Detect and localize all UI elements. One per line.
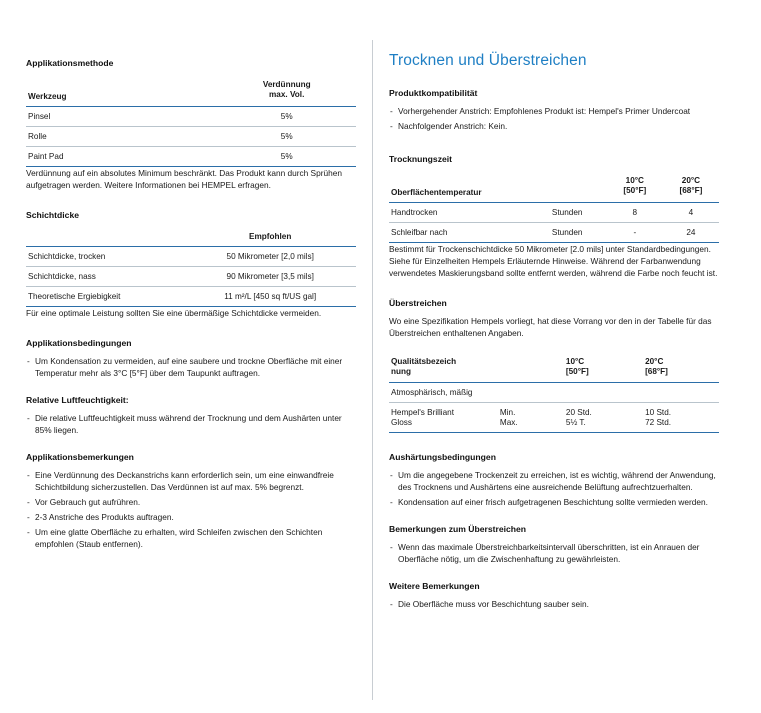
cell-unit: Stunden [528, 202, 607, 222]
application-conditions-list [26, 355, 356, 379]
cell-value: 11 m²/L [450 sq ft/US gal] [184, 286, 356, 306]
col-header-thinning-line1: Verdünnung [262, 80, 311, 89]
list-item: - Die Oberfläche muss vor Beschichtung sauber sein. [389, 598, 719, 610]
page-title: Trocknen und Überstreichen [389, 52, 587, 69]
list-item: - Kondensation auf einer frisch aufgetragenen Beschichtung sollte vermieden werden. [389, 496, 719, 508]
curing-conditions-title: Aushärtungsbedingungen [389, 452, 496, 463]
cell-20c: 10 Std. [645, 408, 672, 418]
further-remarks-title: Weitere Bemerkungen [389, 581, 480, 592]
col-header-10c-bot: [50°F] [565, 366, 589, 376]
cell-minmax: Min. [499, 408, 516, 418]
list-item: - Wenn das maximale Überstreichbarkeitsintervall überschritten, ist ein Anrauen der Oberfläche nötig, um die Zwischenhaftung zu gewährleisten. [389, 541, 719, 565]
cell-label: Gloss [389, 417, 498, 433]
table-header-row [26, 75, 356, 106]
curing-conditions-list [389, 469, 719, 508]
cell-label: Schleifbar nach [389, 222, 528, 242]
film-thickness-note: Für eine optimale Leistung sollten Sie eine übermäßige Schichtdicke vermeiden. [26, 307, 322, 318]
table-row [26, 106, 356, 126]
film-thickness-title: Schichtdicke [26, 209, 80, 220]
cell-value: 50 Mikrometer [2,0 mils] [184, 246, 356, 266]
table-header-row [389, 171, 719, 202]
cell-20c: 24 [663, 222, 719, 242]
cell-label: Schichtdicke, trocken [26, 246, 184, 266]
col-header-20c-top: 20°C [681, 176, 701, 186]
application-remarks-list [26, 469, 356, 550]
application-method-note: Verdünnung auf ein absolutes Minimum beschränkt. Das Produkt kann durch Sprühen aufgetragen werden. Weitere Informationen bei HEMPEL erfragen. [26, 167, 342, 190]
table-row [389, 417, 719, 433]
col-header-20c [663, 171, 719, 202]
cell-10c: 8 [607, 202, 663, 222]
humidity-list [26, 412, 356, 436]
col-header-10c-top: 10°C [625, 176, 644, 186]
further-remarks-list [389, 598, 719, 610]
col-header-quality-top: Qualitätsbezeich [391, 356, 457, 366]
col-header-thinning-line2: max. Vol. [269, 90, 305, 100]
table-row [26, 246, 356, 266]
band-label: Atmosphärisch, mäßig [389, 383, 719, 403]
overcoating-table [389, 352, 719, 434]
col-header-10c-top: 10°C [565, 356, 585, 366]
overcoating-note: Wo eine Spezifikation Hempels vorliegt, hat diese Vorrang vor den in der Tabelle für das Überstreichen enthaltenen Angaben. [389, 315, 712, 338]
overcoating-remarks-list [389, 541, 719, 565]
cell-10c: 5½ T. [564, 417, 643, 433]
col-header-unit [528, 171, 607, 202]
col-header-20c-bot: [68°F] [679, 186, 703, 196]
cell-tool: Pinsel [26, 106, 217, 126]
col-header-quality [389, 352, 498, 383]
drying-time-note: Bestimmt für Trockenschichtdicke 50 Mikrometer [2.0 mils] unter Standardbedingungen. Siehe für Einzelheiten Hempels Erläuternde Hinweise. Während der Farbanwendung verwendetes Maskierungsband sollte entfernt werden, während die Farbe noch feucht ist. [389, 243, 718, 278]
list-item: - Vor Gebrauch gut aufrühren. [26, 496, 356, 508]
table-row [26, 126, 356, 146]
col-header-empty [26, 227, 184, 247]
cell-tool: Rolle [26, 126, 217, 146]
cell-minmax: Max. [498, 417, 564, 433]
column-divider [372, 40, 373, 700]
cell-value: 90 Mikrometer [3,5 mils] [184, 266, 356, 286]
col-header-20c-top: 20°C [645, 356, 664, 366]
application-conditions-title: Applikationsbedingungen [26, 337, 132, 348]
col-header-thinning [217, 75, 356, 106]
right-column [389, 52, 719, 613]
application-remarks-title: Applikationsbemerkungen [26, 451, 134, 462]
table-band-row [389, 383, 719, 403]
list-item: - Um eine glatte Oberfläche zu erhalten, wird Schleifen zwischen den Schichten empfohlen (Staub entfernen). [26, 526, 356, 550]
col-header-recommended: Empfohlen [184, 227, 356, 247]
cell-unit: Stunden [528, 222, 607, 242]
col-header-quality-bot: nung [391, 366, 412, 376]
cell-label: Schichtdicke, nass [26, 266, 184, 286]
table-row [26, 146, 356, 166]
product-compatibility-title: Produktkompatibilität [389, 88, 478, 98]
list-item: - Eine Verdünnung des Deckanstrichs kann erforderlich sein, um eine einwandfreie Schichtbildung sicherzustellen. Das Verdünnen ist auf max. 5% begrenzt. [26, 469, 356, 493]
cell-10c: 20 Std. [565, 408, 592, 418]
table-row [26, 286, 356, 306]
cell-20c: 4 [663, 202, 719, 222]
col-header-10c [564, 352, 643, 383]
cell-tool: Paint Pad [26, 146, 217, 166]
list-item: - Die relative Luftfeuchtigkeit muss während der Trocknung und dem Aushärten unter 85% liegen. [26, 412, 356, 436]
table-header-row [26, 227, 356, 247]
col-header-10c [607, 171, 663, 202]
film-thickness-table [26, 227, 356, 307]
left-column [26, 58, 356, 553]
table-header-row [389, 352, 719, 383]
drying-time-table [389, 171, 719, 243]
cell-value: 5% [217, 106, 356, 126]
cell-value: 5% [217, 126, 356, 146]
cell-label: Theoretische Ergiebigkeit [26, 286, 184, 306]
table-row [389, 222, 719, 242]
table-row [389, 202, 719, 222]
cell-20c: 72 Std. [643, 417, 719, 433]
list-item: - Um die angegebene Trockenzeit zu erreichen, ist es wichtig, während der Anwendung, des Trocknens und Aushärtens eine ausreichende Belüftung aufrechtzuerhalten. [389, 469, 719, 493]
cell-10c: - [607, 222, 663, 242]
list-item: - Um Kondensation zu vermeiden, auf eine saubere und trockne Oberfläche mit einer Temperatur mehr als 3°C [5°F] über dem Taupunkt auftragen. [26, 355, 356, 379]
overcoating-title: Überstreichen [389, 297, 447, 308]
list-item: - Vorhergehender Anstrich: Empfohlenes Produkt ist: Hempel's Primer Undercoat [389, 105, 719, 117]
cell-value: 5% [217, 146, 356, 166]
product-compatibility-list [389, 105, 719, 132]
cell-label: Hempel's Brilliant [391, 408, 454, 418]
col-header-tool: Werkzeug [26, 75, 217, 106]
drying-time-title: Trocknungszeit [389, 154, 453, 165]
table-row [389, 403, 719, 418]
col-header-minmax [498, 352, 564, 383]
overcoating-remarks-title: Bemerkungen zum Überstreichen [389, 524, 527, 535]
cell-label: Handtrocken [389, 202, 528, 222]
humidity-title: Relative Luftfeuchtigkeit: [26, 394, 129, 405]
col-header-surface-temp: Oberflächentemperatur [389, 171, 528, 202]
col-header-20c [643, 352, 719, 383]
list-item: - Nachfolgender Anstrich: Kein. [389, 120, 719, 132]
list-item: - 2-3 Anstriche des Produkts auftragen. [26, 511, 356, 523]
col-header-20c-bot: [68°F] [645, 366, 668, 376]
application-method-table [26, 75, 356, 167]
table-row [26, 266, 356, 286]
col-header-10c-bot: [50°F] [623, 186, 647, 196]
application-method-title: Applikationsmethode [26, 58, 114, 68]
